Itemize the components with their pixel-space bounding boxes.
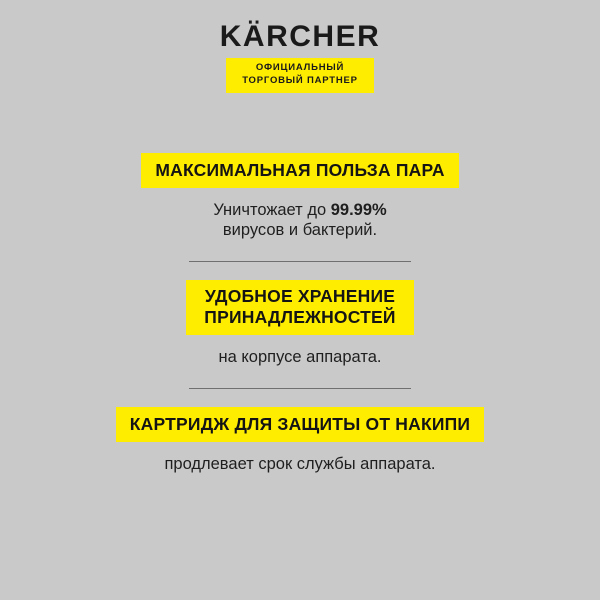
divider-1 [189, 261, 411, 262]
feature-steam-sub-bold: 99.99% [330, 200, 387, 219]
divider-2 [189, 388, 411, 389]
feature-steam-headline: МАКСИМАЛЬНАЯ ПОЛЬЗА ПАРА [141, 153, 458, 188]
badge-line-2: ТОРГОВЫЙ ПАРТНЕР [242, 74, 358, 86]
feature-cartridge-headline: КАРТРИДЖ ДЛЯ ЗАЩИТЫ ОТ НАКИПИ [116, 407, 484, 442]
feature-storage [0, 280, 600, 368]
brand-block [220, 22, 381, 93]
feature-list [0, 153, 600, 475]
feature-steam [0, 153, 600, 241]
feature-cartridge-subline: продлевает срок службы аппарата. [164, 454, 436, 473]
feature-steam-subline-first [213, 200, 386, 221]
badge-line-1: ОФИЦИАЛЬНЫЙ [255, 62, 345, 73]
feature-steam-subline [213, 200, 386, 241]
official-partner-badge [226, 58, 374, 93]
feature-storage-headline [186, 280, 413, 335]
feature-cartridge [0, 407, 600, 475]
feature-storage-subline: на корпусе аппарата. [218, 348, 382, 366]
feature-steam-sub-pre: Уничтожает до [213, 200, 331, 219]
feature-steam-sub-post: вирусов и бактерий. [222, 221, 378, 240]
feature-storage-headline-line-2: ПРИНАДЛЕЖНОСТЕЙ [204, 307, 396, 327]
brand-name: KÄRCHER [219, 20, 381, 53]
feature-storage-headline-line-1: УДОБНОЕ ХРАНЕНИЕ [204, 286, 396, 306]
